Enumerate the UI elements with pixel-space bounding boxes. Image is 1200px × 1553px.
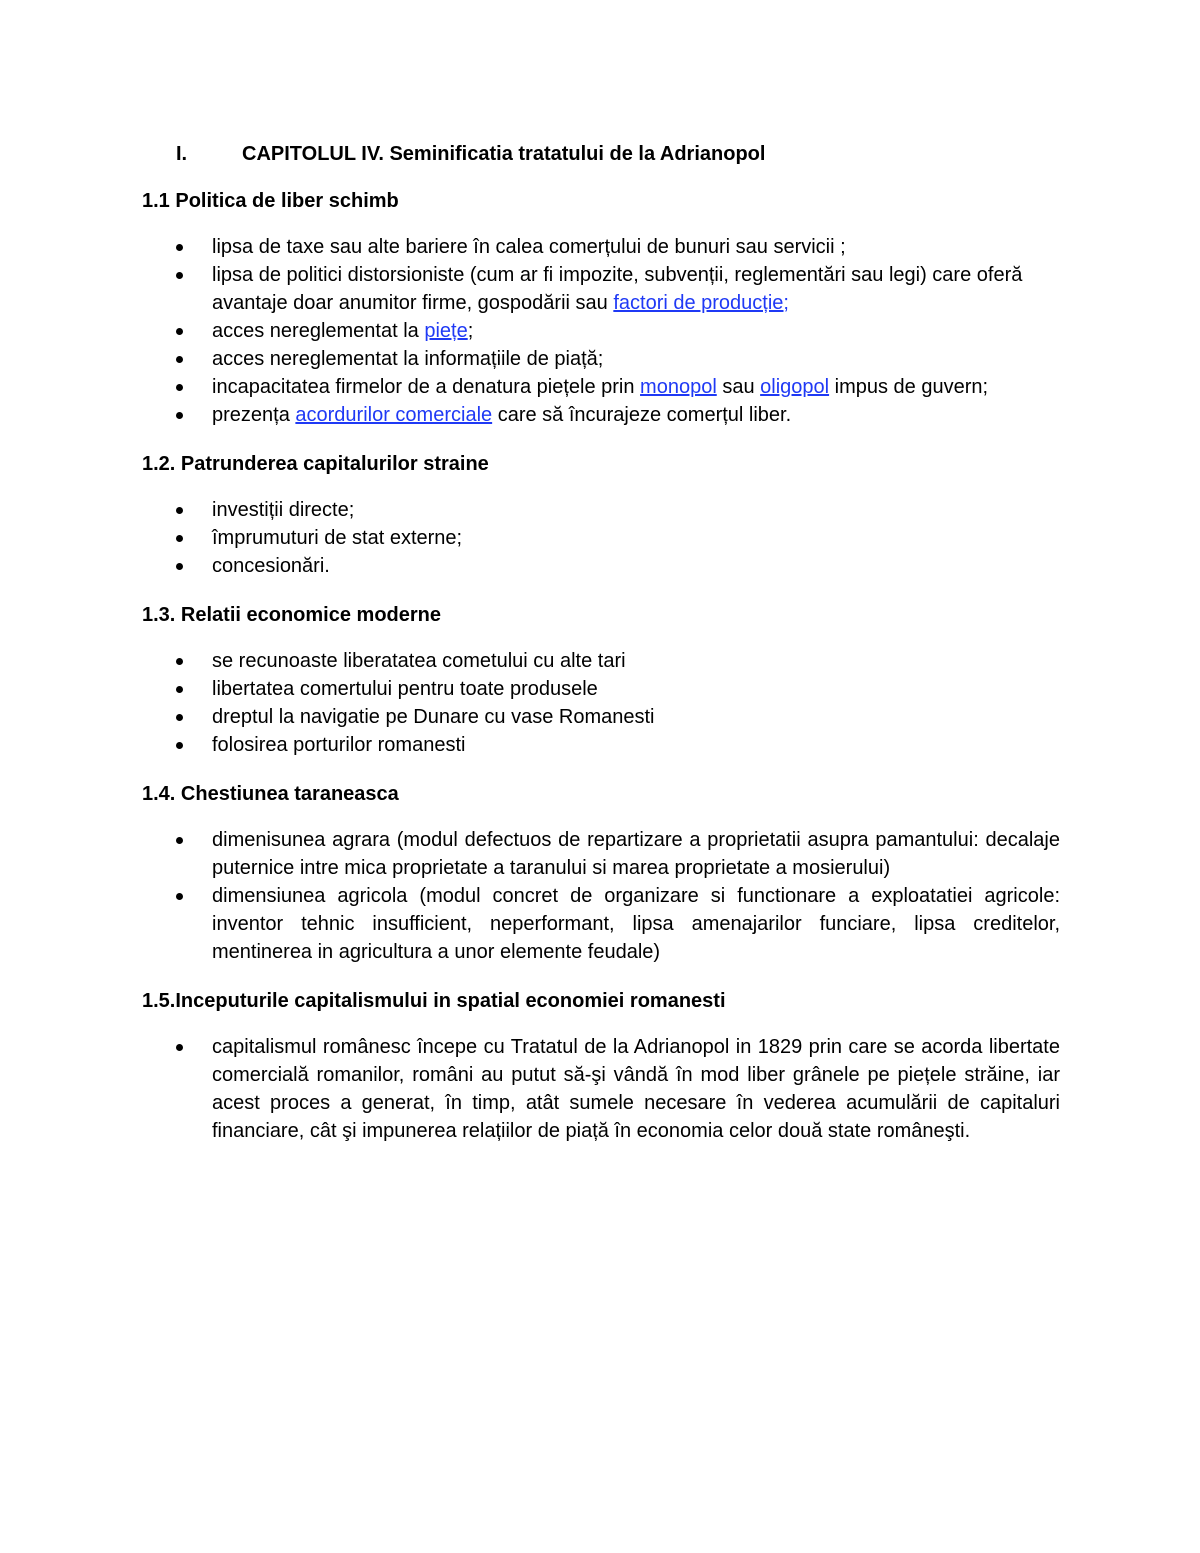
list-item — [142, 882, 1060, 966]
list-item-text: lipsa de politici distorsioniste (cum ar fi impozite, subvenții, reglementări sau legi) care oferă avantaje doar anumitor firme, gospodării sau — [212, 264, 1023, 314]
list-item — [142, 401, 1060, 429]
list-item-text: libertatea comertului pentru toate produsele — [212, 678, 598, 700]
document-content — [142, 139, 1060, 1165]
list-item — [142, 317, 1060, 345]
hyperlink[interactable]: oligopol — [760, 376, 830, 398]
bullet-icon — [176, 563, 183, 570]
list-item — [142, 647, 1060, 675]
list-item-text: acces nereglementat la — [212, 320, 425, 342]
bullet-icon — [176, 1044, 183, 1051]
list-item — [142, 675, 1060, 703]
bullet-icon — [176, 658, 183, 665]
bullet-icon — [176, 328, 183, 335]
list-item-text: dimenisunea agrara (modul defectuos de repartizare a proprietatii asupra pamantului: decalaje puternice intre mica proprietate a taranului si marea proprietate a mosierului) — [212, 829, 1060, 879]
chapter-number: I. — [176, 143, 188, 165]
list-item-text: concesionări. — [212, 555, 330, 577]
chapter-heading: CAPITOLUL IV. Seminificatia tratatului de la Adrianopol — [242, 143, 766, 165]
list-item — [142, 1033, 1060, 1145]
list-item-text: care să încurajeze comerțul liber. — [492, 404, 792, 426]
bullet-list — [142, 647, 1060, 759]
bullet-icon — [176, 535, 183, 542]
section-heading: 1.1 Politica de liber schimb — [142, 190, 399, 212]
list-item-text: ; — [467, 320, 474, 342]
bullet-icon — [176, 244, 183, 251]
list-item-text: capitalismul românesc începe cu Tratatul de la Adrianopol in 1829 prin care se acorda libertate comercială romanilor, români au putut să-şi vândă în mod liber grânele pe piețele străine, iar acest proces a generat, în timp, atât sumele necesare în vederea acumulării de capitaluri financiare, cât şi impunerea relațiilor de piață în economia celor două state româneşti. — [212, 1036, 1060, 1142]
list-item-text: acces nereglementat la informațiile de piață; — [212, 348, 604, 370]
list-item-text: dimensiunea agricola (modul concret de organizare si functionare a exploatatiei agricole: inventor tehnic insufficient, neperformant, lipsa amenajarilor funciare, lipsa creditelor, mentinerea in agricultura a unor elemente feudale) — [212, 885, 1060, 963]
list-item-text: investiții directe; — [212, 499, 355, 521]
bullet-list — [142, 233, 1060, 429]
section-heading: 1.4. Chestiunea taraneasca — [142, 783, 399, 805]
list-item — [142, 345, 1060, 373]
chapter-title — [142, 139, 1060, 169]
sections-container — [142, 186, 1060, 1145]
section-heading: 1.2. Patrunderea capitalurilor straine — [142, 453, 489, 475]
list-item-text: se recunoaste liberatatea cometului cu alte tari — [212, 650, 626, 672]
list-item-text: dreptul la navigatie pe Dunare cu vase Romanesti — [212, 706, 655, 728]
hyperlink[interactable]: factori de producție; — [613, 292, 789, 314]
hyperlink[interactable]: piețe — [424, 320, 468, 342]
bullet-list — [142, 496, 1060, 580]
bullet-icon — [176, 356, 183, 363]
section-heading: 1.3. Relatii economice moderne — [142, 604, 441, 626]
bullet-icon — [176, 384, 183, 391]
list-item-text: sau — [716, 376, 761, 398]
list-item — [142, 826, 1060, 882]
bullet-icon — [176, 412, 183, 419]
list-item — [142, 261, 1060, 317]
hyperlink[interactable]: acordurilor comerciale — [295, 404, 493, 426]
bullet-icon — [176, 742, 183, 749]
hyperlink[interactable]: monopol — [640, 376, 717, 398]
bullet-icon — [176, 507, 183, 514]
list-item-text: incapacitatea firmelor de a denatura piețele prin — [212, 376, 641, 398]
bullet-list — [142, 1033, 1060, 1145]
list-item — [142, 373, 1060, 401]
list-item — [142, 703, 1060, 731]
list-item-text: impus de guvern; — [829, 376, 989, 398]
list-item — [142, 233, 1060, 261]
list-item — [142, 524, 1060, 552]
bullet-icon — [176, 714, 183, 721]
list-item — [142, 552, 1060, 580]
bullet-icon — [176, 893, 183, 900]
list-item-text: împrumuturi de stat externe; — [212, 527, 463, 549]
bullet-icon — [176, 837, 183, 844]
bullet-list — [142, 826, 1060, 966]
list-item — [142, 496, 1060, 524]
section-heading: 1.5.Inceputurile capitalismului in spatial economiei romanesti — [142, 990, 726, 1012]
bullet-icon — [176, 686, 183, 693]
bullet-icon — [176, 272, 183, 279]
list-item-text: lipsa de taxe sau alte bariere în calea comerțului de bunuri sau servicii ; — [212, 236, 846, 258]
list-item-text: prezența — [212, 404, 296, 426]
list-item-text: folosirea porturilor romanesti — [212, 734, 466, 756]
list-item — [142, 731, 1060, 759]
